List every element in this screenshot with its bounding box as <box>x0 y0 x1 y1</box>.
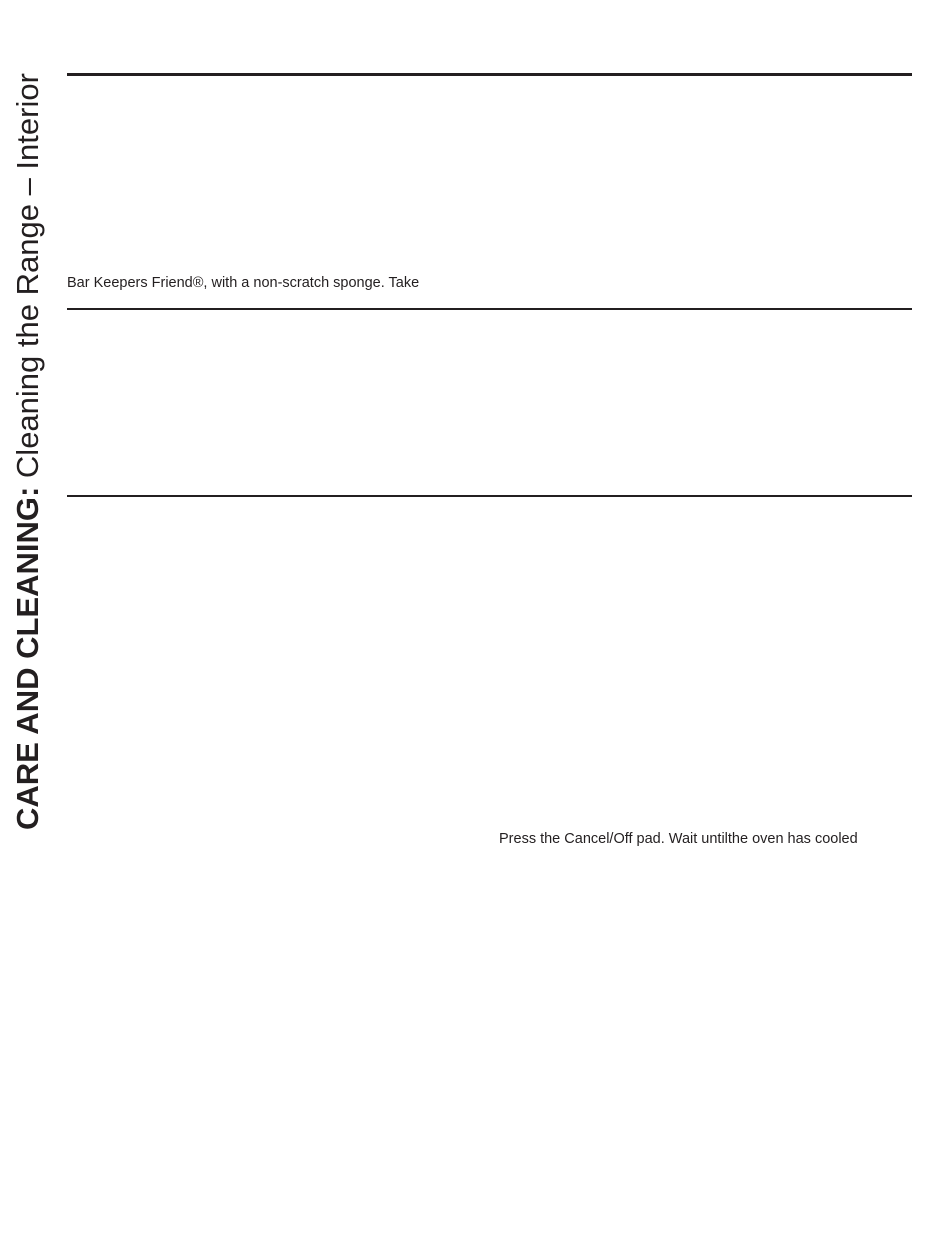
middle-divider <box>67 308 912 310</box>
section-subtitle: Cleaning the Range – Interior <box>10 73 45 479</box>
top-divider <box>67 73 912 76</box>
paragraph-cancel-off: Press the Cancel/Off pad. Wait untilthe oven has cooled <box>499 831 858 847</box>
section-title: CARE AND CLEANING: <box>10 486 45 830</box>
paragraph-bar-keepers-friend: Bar Keepers Friend®, with a non-scratch sponge. Take <box>67 275 420 291</box>
vertical-section-title <box>8 30 48 830</box>
lower-divider <box>67 495 912 497</box>
